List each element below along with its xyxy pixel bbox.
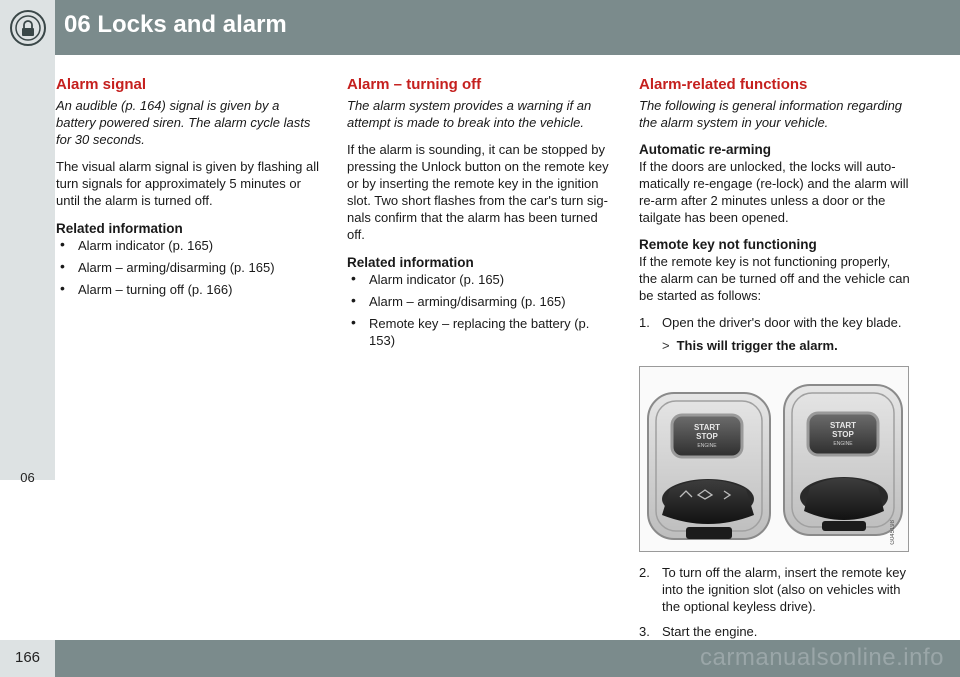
intro-text: An audible (p. 164) signal is given by a battery powered siren. The alarm cycle lasts for 30 seconds. <box>56 98 311 147</box>
watermark: carmanualsonline.info <box>700 644 944 671</box>
column-alarm-related-functions <box>639 76 911 648</box>
column-alarm-signal <box>56 76 322 303</box>
related-link[interactable]: • Alarm indicator (p. 165) <box>347 271 615 288</box>
step-text: To turn off the alarm, insert the remote key into the ignition slot (also on vehicles with the optional keyless drive). <box>662 565 906 614</box>
result-text: This will trigger the alarm. <box>676 338 838 353</box>
chapter-icon-box <box>0 0 55 55</box>
step-number: 3. <box>639 624 650 639</box>
related-link[interactable]: • Alarm – arming/disarming (p. 165) <box>56 259 322 276</box>
related-info-list <box>56 237 322 298</box>
section-title-alarm-turning-off: Alarm – turning off <box>347 76 482 93</box>
body-text: The visual alarm signal is given by flashing all turn signals for approximately 5 minutes or until the alarm is turned off. <box>56 159 320 208</box>
page-footer <box>0 640 960 677</box>
related-info-heading: Related information <box>347 255 474 270</box>
step-text: Open the driver's door with the key blade. <box>662 315 902 330</box>
start-stop-button-label: STOP <box>832 430 854 439</box>
section-title-alarm-related-functions: Alarm-related functions <box>639 76 808 93</box>
alarm-icon <box>8 8 48 48</box>
step-1 <box>639 314 911 331</box>
body-text-rearming: If the doors are unlocked, the locks will auto-matically re-engage (re-lock) and the alarm will re-arm after 2 minutes unless a door or the tailgate has been opened. <box>639 159 909 225</box>
start-stop-button-label: START <box>693 423 721 432</box>
related-link[interactable]: • Alarm – turning off (p. 166) <box>56 281 322 298</box>
page-title: 06 Locks and alarm <box>64 11 287 38</box>
intro-text: The following is general information regarding the alarm system in your vehicle. <box>639 98 903 130</box>
page-header <box>0 0 960 55</box>
related-info-list <box>347 271 615 349</box>
steps-list <box>639 314 911 331</box>
chapter-tab-label: 06 <box>20 470 35 485</box>
column-alarm-turning-off <box>347 76 615 354</box>
step-2 <box>639 564 911 615</box>
start-stop-button-label: START <box>829 421 857 430</box>
related-link[interactable]: • Alarm – arming/disarming (p. 165) <box>347 293 615 310</box>
related-info-heading: Related information <box>56 221 183 236</box>
start-stop-button-label: STOP <box>696 432 718 441</box>
start-stop-button-label: ENGINE <box>697 443 717 449</box>
body-text: If the alarm is sounding, it can be stopped by pressing the Unlock button on the remote key or by inserting the remote key in the ignition slot. Two short flashes from the car's turn sig-nals confirm that the alarm has been turned off. <box>347 142 609 242</box>
ignition-illustration <box>640 367 908 551</box>
related-link[interactable]: • Remote key – replacing the battery (p. 153) <box>347 315 615 349</box>
page-number: 166 <box>14 649 41 666</box>
figure-code: G045198 <box>890 520 896 545</box>
step-3 <box>639 623 911 640</box>
page-number-box <box>0 640 55 677</box>
section-title-alarm-signal: Alarm signal <box>56 76 147 93</box>
step-number: 1. <box>639 315 650 330</box>
steps-list-continued <box>639 564 911 640</box>
start-stop-button-label: ENGINE <box>833 441 853 447</box>
chapter-side-tab <box>0 55 55 485</box>
body-text-remote-key: If the remote key is not functioning properly, the alarm can be turned off and the vehicle can be started as follows: <box>639 254 910 303</box>
step-number: 2. <box>639 565 650 580</box>
subheading-remote-key-not-functioning: Remote key not functioning <box>639 237 817 252</box>
step-1-result <box>639 337 911 354</box>
subheading-automatic-rearming: Automatic re-arming <box>639 142 772 157</box>
result-marker: > <box>662 338 670 353</box>
intro-text: The alarm system provides a warning if an attempt is made to break into the vehicle. <box>347 98 592 130</box>
related-link[interactable]: • Alarm indicator (p. 165) <box>56 237 322 254</box>
ignition-slot-figure <box>639 366 909 552</box>
step-text: Start the engine. <box>662 624 758 639</box>
